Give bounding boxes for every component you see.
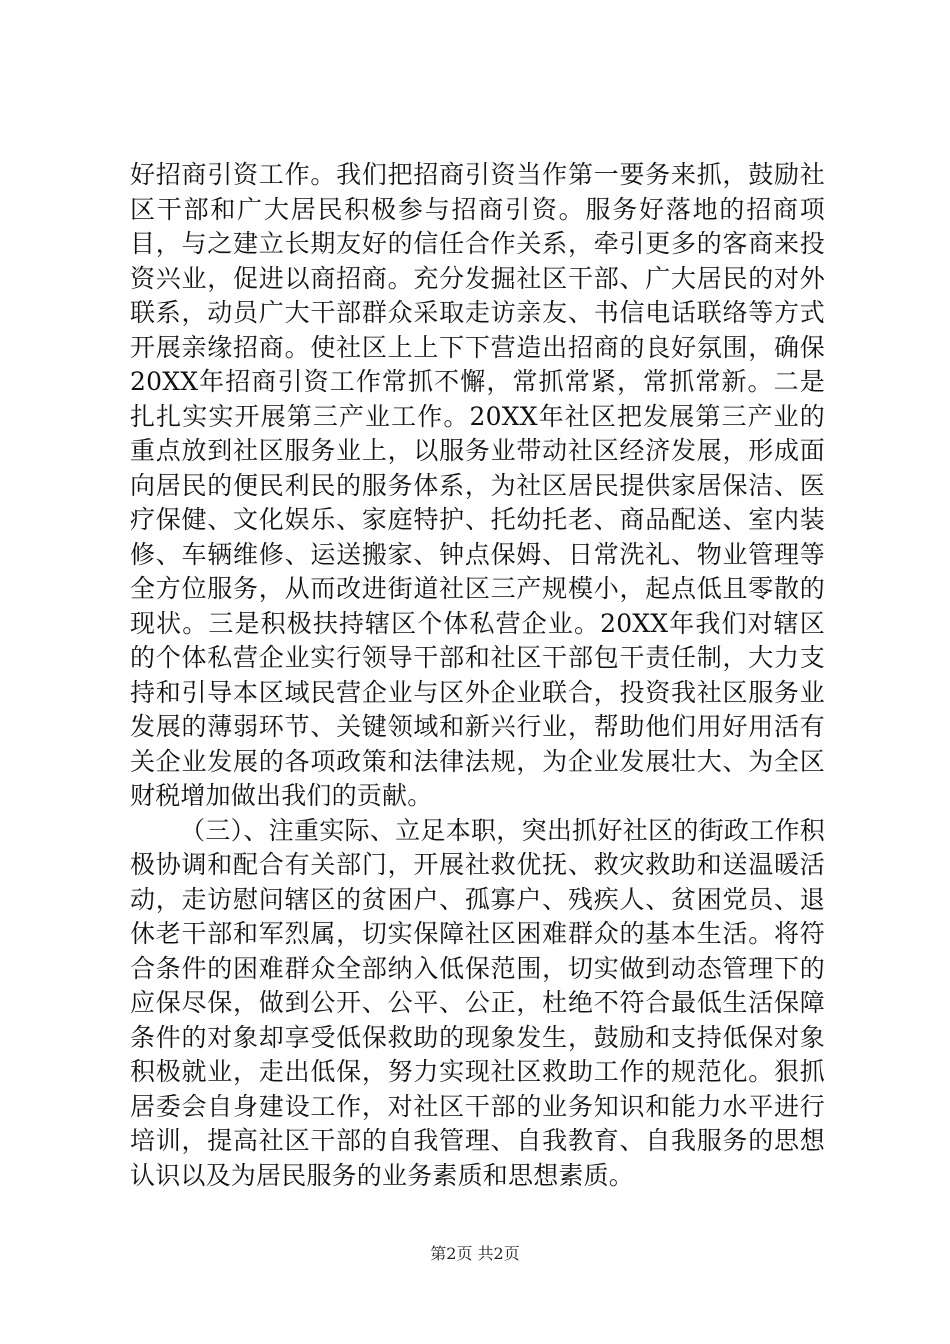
paragraph-section-three: （三）、注重实际、立足本职，突出抓好社区的街政工作积极协调和配合有关部门，开展社救优抚、救灾救助和送温暖活动，走访慰问辖区的贫困户、孤寡户、残疾人、贫困党员、退休老干部和军烈属，切实保障社区困难群众的基本生活。将符合条件的困难群众全部纳入低保范围，切实做到动态管理下的应保尽保，做到公开、公平、公正，杜绝不符合最低生活保障条件的对象却享受低保救助的现象发生，鼓励和支持低保对象积极就业，走出低保，努力实现社区救助工作的规范化。狠抓居委会自身建设工作，对社区干部的业务知识和能力水平进行培训，提高社区干部的自我管理、自我教育、自我服务的思想认识以及为居民服务的业务素质和思想素质。	[130, 815, 825, 1190]
page-footer: 第2页 共2页	[430, 1244, 520, 1263]
paragraph-investment: 好招商引资工作。我们把招商引资当作第一要务来抓，鼓励社区干部和广大居民积极参与招商引资。服务好落地的招商项目，与之建立长期友好的信任合作关系，牵引更多的客商来投资兴业，促进以商招商。充分发掘社区干部、广大居民的对外联系，动员广大干部群众采取走访亲友、书信电话联络等方式开展亲缘招商。使社区上上下下营造出招商的良好氛围，确保20XX年招商引资工作常抓不懈，常抓常紧，常抓常新。二是扎扎实实开展第三产业工作。20XX年社区把发展第三产业的重点放到社区服务业上，以服务业带动社区经济发展，形成面向居民的便民利民的服务体系，为社区居民提供家居保洁、医疗保健、文化娱乐、家庭特护、托幼托老、商品配送、室内装修、车辆维修、运送搬家、钟点保姆、日常洗礼、物业管理等全方位服务，从而改进街道社区三产规模小，起点低且零散的现状。三是积极扶持辖区个体私营企业。20XX年我们对辖区的个体私营企业实行领导干部和社区干部包干责任制，大力支持和引导本区域民营企业与区外企业联合，投资我社区服务业发展的薄弱环节、关键领域和新兴行业，帮助他们用好用活有关企业发展的各项政策和法律法规，为企业发展壮大、为全区财税增加做出我们的贡献。	[130, 160, 825, 810]
document-body	[130, 158, 825, 1193]
